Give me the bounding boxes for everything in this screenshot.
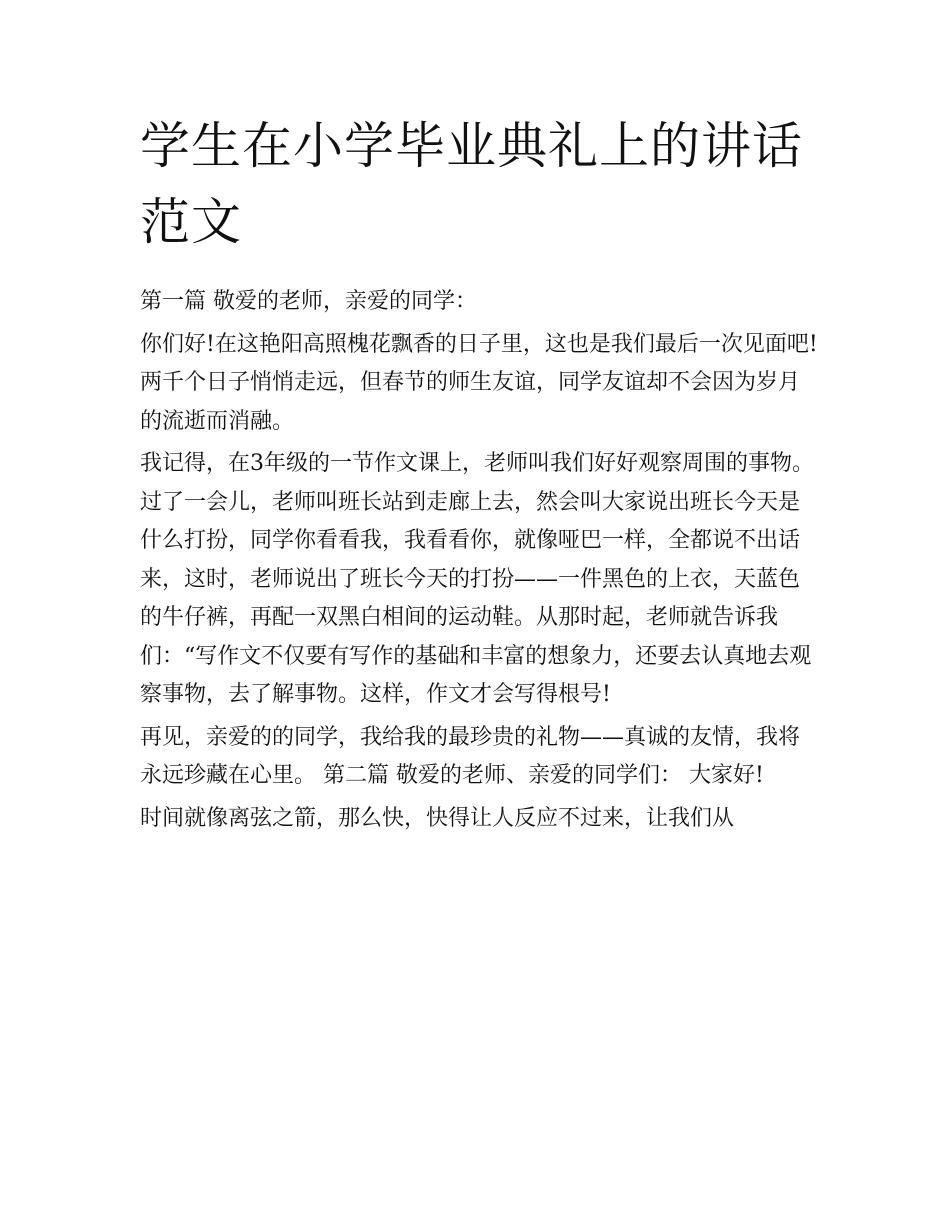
document-body: [140, 283, 820, 842]
paragraph-salutation: 第一篇 敬爱的老师，亲爱的同学：: [140, 289, 477, 314]
paragraph-time: 时间就像离弦之箭，那么快，快得让人反应不过来，让我们从: [140, 805, 735, 831]
paragraph-memory: 我记得，在3年级的一节作文课上，老师叫我们好好观察周围的事物。过了一会儿，老师叫班长站到走廊上去，然会叫大家说出班长今天是什么打扮，同学你看看我，我看看你，就像哑巴一样，全都说不出话来，这时，老师说出了班长今天的打扮——一件黑色的上衣，天蓝色的牛仔裤，再配一双黑白相间的运动鞋。从那时起，老师就告诉我们：“写作文不仅要有写作的基础和丰富的想象力，还要去认真地去观察事物，去了解事物。这样，作文才会写得根号!: [140, 451, 814, 707]
paragraph-farewell: 再见，亲爱的的同学，我给我的最珍贵的礼物——真诚的友情，我将永远珍藏在心里。 第二篇 敬爱的老师、亲爱的同学们： 大家好!: [140, 724, 801, 788]
document-title: 学生在小学毕业典礼上的讲话范文: [140, 117, 803, 251]
paragraph-greeting: 你们好!在这艳阳高照槐花飘香的日子里，这也是我们最后一次见面吧!两千个日子悄悄走远，但春节的师生友谊，同学友谊却不会因为岁月的流逝而消融。: [140, 331, 818, 434]
